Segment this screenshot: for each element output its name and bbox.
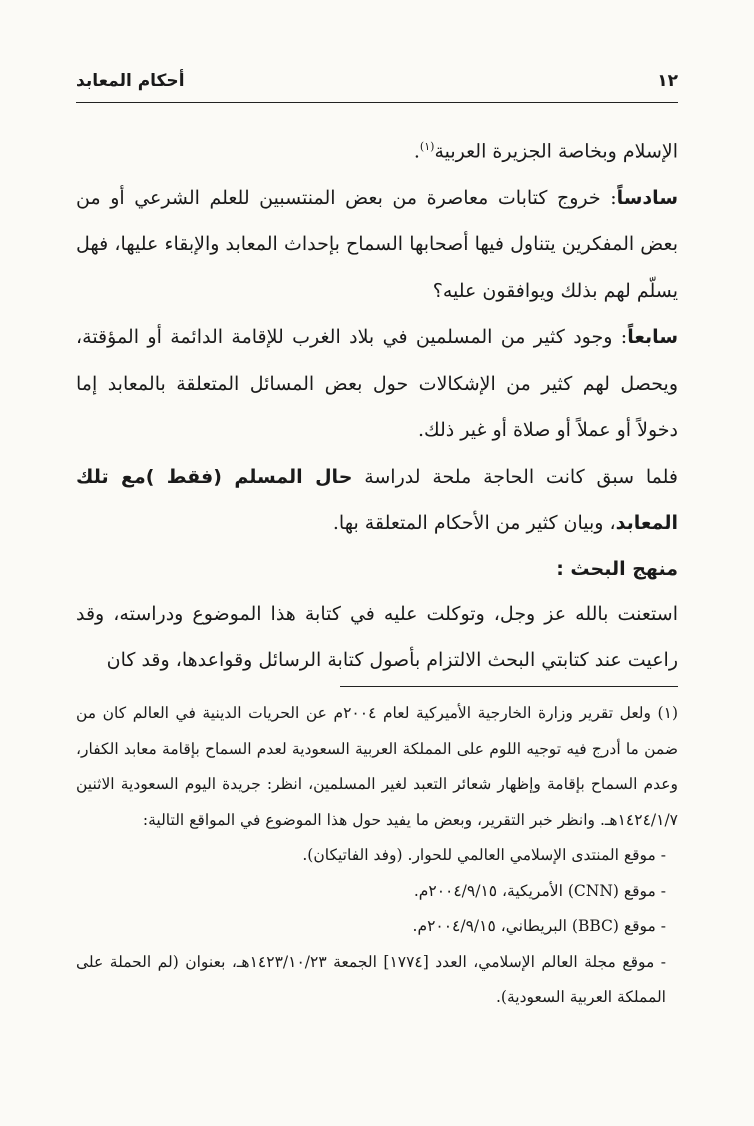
paragraph-seventh [76,314,678,454]
section-heading: منهج البحث : [556,557,678,580]
footnotes [76,696,678,1016]
header-divider [76,102,678,103]
paragraph-intro [76,124,678,175]
point-label-sixth: سادساً [616,186,678,209]
intro-text: الإسلام وبخاصة الجزيرة العربية [434,140,678,163]
footnote-site-1: - موقع المنتدى الإسلامي العالمي للحوار. (وفد الفاتيكان). [302,846,666,864]
point-label-seventh: سابعاً [627,326,678,349]
footnote-site-2: - موقع (CNN) الأمريكية، ٢٠٠٤/٩/١٥م. [413,881,666,900]
point-text-seventh: : وجود كثير من المسلمين في بلاد الغرب للإقامة الدائمة أو المؤقتة، ويحصل لهم كثير من الإشكالات حول بعض المسائل المتعلقة بالمعابد إما دخولاً أو عملاً أو صلاة أو غير ذلك. [76,326,678,442]
main-text [76,124,678,684]
book-title: أحكام المعابد [76,71,185,91]
need-text-bold: حال المسلم (فقط )مع تلك المعابد [76,465,678,535]
footnote-ref: (١) [419,140,435,153]
need-text-end: ، وبيان كثير من الأحكام المتعلقة بها. [332,512,616,535]
footnote-1: (١) ولعل تقرير وزارة الخارجية الأميركية لعام ٢٠٠٤م عن الحريات الدينية في العالم كان من ضمن ما أدرج فيه توجيه اللوم على المملكة العربية السعودية لعدم السماح بإقامة معابد الكفار، وعدم السماح بإقامة وإظهار شعائر التعبد لغير المسلمين، انظر: جريدة اليوم السعودية الاثنين ١٤٢٤/١/٧هـ. وانظر خبر التقرير، وبعض ما يفيد حول هذا الموضوع في المواقع التالية: [76,704,678,829]
paragraph-need [76,454,678,547]
paragraph-sixth [76,175,678,315]
paragraph-method: استعنت بالله عز وجل، وتوكلت عليه في كتابة هذا الموضوع ودراسته، وقد راعيت عند كتابتي البحث الالتزام بأصول كتابة الرسائل وقواعدها، وقد كان [76,602,678,672]
running-header [76,66,678,96]
page-number: ١٢ [657,71,678,91]
footnote-site-4: - موقع مجلة العالم الإسلامي، العدد [١٧٧٤] الجمعة ١٤٢٣/١٠/٢٣هـ، بعنوان (لم الحملة على المملكة العربية السعودية). [76,952,667,1006]
point-text-sixth: : خروج كتابات معاصرة من بعض المنتسبين للعلم الشرعي أو من بعض المفكرين يتناول فيها أصحابها السماح بإحداث المعابد والإبقاء عليها، فهل يسلّم لهم بذلك ويوافقون عليه؟ [76,186,679,302]
intro-end: . [413,140,420,163]
need-text-start: فلما سبق كانت الحاجة ملحة لدراسة [352,465,678,488]
footnote-site-3: - موقع (BBC) البريطاني، ٢٠٠٤/٩/١٥م. [412,917,666,935]
footnote-divider [340,686,678,687]
